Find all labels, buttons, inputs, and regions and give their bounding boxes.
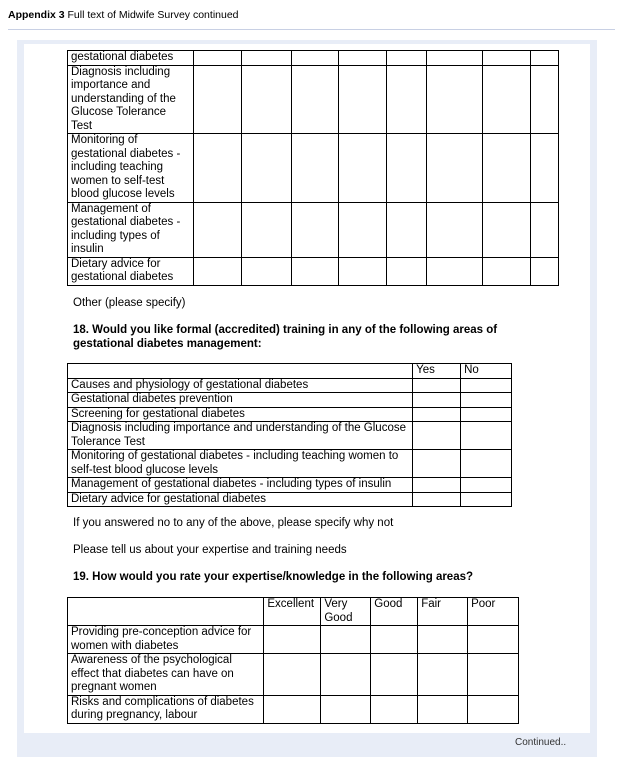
col-good: Good [371, 598, 418, 626]
table-row [68, 492, 512, 507]
row-label: Awareness of the psychological effect that diabetes can have on pregnant women [68, 654, 264, 696]
question-19: 19. How would you rate your expertise/knowledge in the following areas? [73, 571, 474, 583]
row-label: Management of gestational diabetes - including types of insulin [68, 202, 194, 257]
expertise-rating-table [67, 597, 519, 724]
row-label: Screening for gestational diabetes [68, 407, 413, 422]
col-fair: Fair [418, 598, 468, 626]
col-no: No [461, 364, 512, 379]
table-row [68, 422, 512, 450]
training-table [67, 50, 559, 286]
row-label: Dietary advice for gestational diabetes [68, 492, 413, 507]
table-row [68, 450, 512, 478]
row-label: Providing pre-conception advice for women with diabetes [68, 626, 264, 654]
row-label: gestational diabetes [68, 51, 194, 66]
table-header-row [68, 364, 512, 379]
table-row [68, 407, 512, 422]
table-row [68, 65, 559, 134]
table-row [68, 695, 519, 723]
col-very-good: Very Good [321, 598, 371, 626]
table-row [68, 378, 512, 393]
row-label: Risks and complications of diabetes during pregnancy, labour [68, 695, 264, 723]
table-row [68, 51, 559, 66]
table-row [68, 393, 512, 408]
row-label: Diagnosis including importance and understanding of the Glucose Tolerance Test [68, 65, 194, 134]
appendix-label: Appendix 3 [8, 9, 65, 21]
table-row [68, 202, 559, 257]
continued-label: Continued.. [515, 737, 567, 748]
col-poor: Poor [468, 598, 519, 626]
row-label: Diagnosis including importance and understanding of the Glucose Tolerance Test [68, 422, 413, 450]
accredited-training-table [67, 363, 512, 507]
table-row [68, 654, 519, 696]
page-header [8, 7, 615, 30]
row-label: Gestational diabetes prevention [68, 393, 413, 408]
no-answer-text: If you answered no to any of the above, please specify why not [73, 517, 394, 529]
col-excellent: Excellent [264, 598, 321, 626]
row-label: Monitoring of gestational diabetes - including teaching women to self-test blood glucose levels [68, 450, 413, 478]
row-label: Dietary advice for gestational diabetes [68, 257, 194, 285]
row-label: Monitoring of gestational diabetes - including teaching women to self-test blood glucose levels [68, 134, 194, 203]
expertise-text: Please tell us about your expertise and training needs [73, 544, 347, 556]
table-row [68, 478, 512, 493]
row-label: Causes and physiology of gestational diabetes [68, 378, 413, 393]
other-specify: Other (please specify) [73, 297, 186, 309]
question-18: 18. Would you like formal (accredited) training in any of the following areas of gestational diabetes management: [73, 324, 498, 350]
table-header-row [68, 598, 519, 626]
table-row [68, 257, 559, 285]
header-title: Full text of Midwife Survey continued [67, 9, 239, 21]
col-yes: Yes [413, 364, 461, 379]
row-label: Management of gestational diabetes - including types of insulin [68, 478, 413, 493]
table-row [68, 626, 519, 654]
table-row [68, 134, 559, 203]
